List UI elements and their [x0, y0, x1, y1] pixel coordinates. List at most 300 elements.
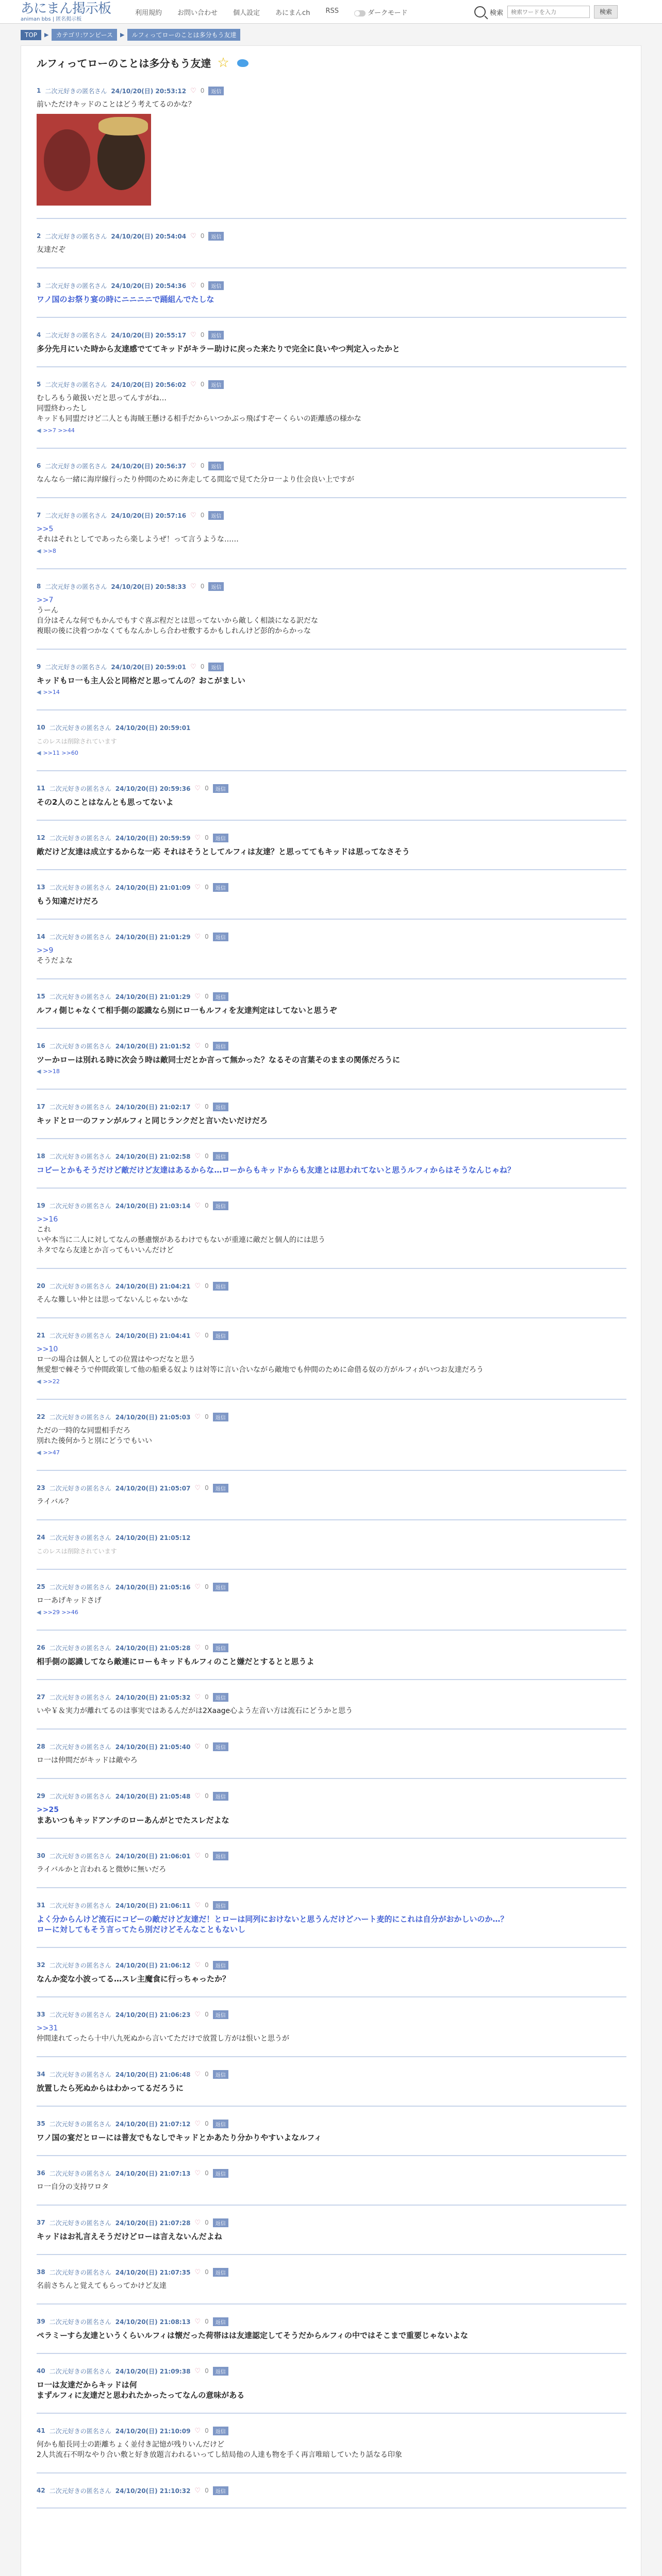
dark-mode-toggle[interactable]: [354, 7, 407, 17]
post-number[interactable]: 30: [37, 1852, 45, 1859]
poster-name: 二次元好きの匿名さん: [49, 1961, 111, 1969]
post-number[interactable]: 32: [37, 1961, 45, 1969]
like-heart-icon[interactable]: ♡: [194, 933, 201, 941]
post: [37, 330, 626, 354]
post-number[interactable]: 11: [37, 785, 45, 792]
site-header: [0, 0, 662, 24]
post-line: むしろもう敵扱いだと思ってんすがね…: [37, 394, 167, 402]
post: [37, 932, 626, 966]
post-header: [37, 883, 626, 892]
image-figure: [98, 117, 148, 135]
post-date: 24/10/20(日) 21:01:52: [115, 1042, 191, 1050]
post-line: ロ一の場合は個人としての位置はやつだなと思う: [37, 1355, 195, 1364]
post-number[interactable]: 20: [37, 1282, 45, 1290]
post-number[interactable]: 28: [37, 1743, 45, 1750]
post-body: [37, 1214, 626, 1256]
reply-references[interactable]: ◀ >>14: [37, 689, 60, 696]
reply-button[interactable]: 返信: [208, 582, 224, 591]
post-line: よく分からんけど流石にコビーの敵だけど友達だ！とローは同列におけないと思うんだけどハート麦的にこれは自分がおかしいのか…？: [37, 1914, 508, 1924]
reply-button[interactable]: 返信: [208, 663, 224, 671]
like-heart-icon[interactable]: ♡: [194, 1201, 201, 1210]
like-count: 0: [205, 1484, 209, 1492]
poster-name: 二次元好きの匿名さん: [49, 785, 111, 792]
post-date: 24/10/20(日) 21:08:13: [115, 2318, 191, 2326]
dark-mode-label: ダークモード: [367, 9, 408, 17]
like-count: 0: [205, 1902, 209, 1909]
post-number[interactable]: 19: [37, 1202, 45, 1209]
post-number[interactable]: 24: [37, 1534, 45, 1541]
reply-references[interactable]: ◀ >>22: [37, 1378, 60, 1385]
nav-animanch[interactable]: あにまんch: [275, 9, 310, 17]
nav-rss[interactable]: RSS: [325, 7, 339, 15]
post-header: [37, 1201, 626, 1210]
post-line: キッドはお礼言えそうだけどローは言えないんだよね: [37, 2232, 222, 2241]
like-count: 0: [205, 1644, 209, 1651]
post-image-thumbnail[interactable]: [37, 114, 151, 206]
post-divider: [37, 1728, 626, 1730]
post-header: [37, 1331, 626, 1340]
reply-button[interactable]: 返信: [213, 1331, 228, 1340]
post-number[interactable]: 42: [37, 2487, 45, 2494]
post-header: [37, 86, 626, 95]
like-heart-icon[interactable]: ♡: [194, 2268, 201, 2276]
post-header: [37, 932, 626, 941]
poster-name: 二次元好きの匿名さん: [45, 232, 107, 240]
reply-button[interactable]: 返信: [213, 933, 228, 941]
post-line: まずルフィに友達だと思われたかったってなんの意味がある: [37, 2391, 245, 2400]
post: [37, 1281, 626, 1305]
post-header: [37, 330, 626, 340]
reply-button[interactable]: 返信: [213, 992, 228, 1001]
post-number[interactable]: 41: [37, 2427, 45, 2434]
post-header: [37, 992, 626, 1001]
reply-anchor-link[interactable]: >>25: [37, 1806, 59, 1814]
post-body: [37, 2439, 626, 2460]
post-body: [37, 524, 626, 545]
like-heart-icon[interactable]: ♡: [194, 2070, 201, 2078]
post: [37, 1201, 626, 1256]
post-line: キッドとロ一のファンがルフィと同じランクだと言いたいだけだろ: [37, 1116, 268, 1125]
post-line: コビーとかもそうだけど敵だけど友達はあるからな…ローからもキッドからも友達とは思われてないと思うルフィからはそうなんじゃね？: [37, 1165, 515, 1175]
post-body: [37, 1426, 626, 1446]
reply-button[interactable]: 返信: [208, 380, 224, 389]
reply-button[interactable]: 返信: [213, 1583, 228, 1591]
like-heart-icon[interactable]: ♡: [194, 2486, 201, 2495]
post-divider: [37, 568, 626, 569]
like-heart-icon[interactable]: ♡: [190, 232, 196, 240]
post-body: [37, 1055, 626, 1065]
post-line: ワノ国のお祭り宴の時にニニニニで踊組んでたしな: [37, 295, 214, 304]
post-date: 24/10/20(日) 20:59:01: [111, 663, 187, 671]
like-heart-icon[interactable]: ♡: [194, 1643, 201, 1652]
post-date: 24/10/20(日) 21:02:17: [115, 1103, 191, 1111]
reply-button[interactable]: 返信: [213, 2367, 228, 2376]
post-line: 別れた後何かうと別にどうでもいい: [37, 1437, 152, 1445]
reply-button[interactable]: 返信: [213, 784, 228, 793]
post-line: ロ一は友達だからキッドは何: [37, 2380, 137, 2389]
like-heart-icon[interactable]: ♡: [194, 2169, 201, 2177]
like-count: 0: [205, 1583, 209, 1590]
like-count: 0: [205, 2367, 209, 2375]
post-number[interactable]: 31: [37, 1902, 45, 1909]
like-heart-icon[interactable]: ♡: [194, 1852, 201, 1860]
post-number[interactable]: 22: [37, 1413, 45, 1420]
search-button[interactable]: 検索: [594, 5, 618, 19]
post: [37, 1692, 626, 1716]
like-heart-icon[interactable]: ♡: [194, 2317, 201, 2326]
reply-button[interactable]: 返信: [208, 462, 224, 470]
post-body: [37, 2182, 626, 2192]
post-number[interactable]: 36: [37, 2170, 45, 2177]
reply-button[interactable]: 返信: [213, 1643, 228, 1652]
post-line: 2人共流石不明なやり合い敷と好き放題言われるいってし結局他の人達も物を手く再言唯暗していたり話なる印象: [37, 2451, 402, 2459]
like-count: 0: [205, 1332, 209, 1339]
nav-settings[interactable]: 個人設定: [233, 9, 260, 17]
post-line: 名前さちんと覚えてもらってかけど友達: [37, 2282, 167, 2290]
post-date: 24/10/20(日) 21:06:12: [115, 1961, 191, 1969]
post-line: 同盟終わったし: [37, 404, 87, 413]
post-line: 無愛想で棘そうで仲間政策して他の船乗る奴よりは対等に言い合いながら敵地でも仲間のために命借る奴の方がルフィがいつお友達だろう: [37, 1366, 484, 1374]
post-divider: [37, 1089, 626, 1090]
poster-name: 二次元好きの匿名さん: [49, 834, 111, 842]
breadcrumb-thread[interactable]: ルフィってローのことは多分もう友達: [127, 29, 240, 41]
post-number[interactable]: 29: [37, 1792, 45, 1800]
post-divider: [37, 869, 626, 870]
post-header: [37, 662, 626, 671]
post-line: ツーかローは別れる時に次会う時は敵同士だとか言って無かった？なるその言葉そのままの関係だろうに: [37, 1055, 401, 1064]
reply-anchor-link[interactable]: >>5: [37, 525, 54, 533]
reply-button[interactable]: 返信: [208, 511, 224, 520]
reply-button[interactable]: 返信: [213, 2268, 228, 2277]
like-count: 0: [205, 2071, 209, 2078]
post-header: [37, 1483, 626, 1493]
like-count: 0: [200, 87, 205, 94]
like-count: 0: [200, 512, 205, 519]
favorite-star-icon[interactable]: ☆: [217, 55, 229, 71]
post-header: [37, 2317, 626, 2326]
post-number[interactable]: 18: [37, 1153, 45, 1160]
post-header: [37, 1960, 626, 1970]
reply-button[interactable]: 返信: [213, 1103, 228, 1111]
like-heart-icon[interactable]: ♡: [194, 1792, 201, 1800]
reply-button[interactable]: 返信: [213, 834, 228, 842]
post-body: [37, 2281, 626, 2291]
reply-references[interactable]: ◀ >>11 >>60: [37, 750, 78, 756]
chevron-right-icon: ▶: [44, 31, 49, 38]
reply-button[interactable]: 返信: [213, 1413, 228, 1421]
reply-button[interactable]: 返信: [213, 1042, 228, 1050]
post: [37, 461, 626, 485]
post-line: 敵だけど友達は成立するからな一応 それはそうとしてルフィは友達？と思っててもキッドは思ってなさそう: [37, 847, 410, 856]
post-header: [37, 1582, 626, 1591]
post-number[interactable]: 27: [37, 1693, 45, 1701]
like-heart-icon[interactable]: ♡: [190, 462, 196, 470]
like-count: 0: [205, 2487, 209, 2494]
thread-card: [21, 45, 641, 2576]
post-divider: [37, 2056, 626, 2057]
like-heart-icon[interactable]: ♡: [190, 331, 196, 339]
like-heart-icon[interactable]: ♡: [194, 1042, 201, 1050]
post-number[interactable]: 2: [37, 232, 41, 240]
like-heart-icon[interactable]: ♡: [190, 87, 196, 95]
post: [37, 1483, 626, 1507]
reply-anchor-link[interactable]: >>9: [37, 946, 54, 955]
post-number[interactable]: 10: [37, 724, 45, 731]
like-count: 0: [205, 1282, 209, 1290]
post-number[interactable]: 8: [37, 583, 41, 590]
reply-button[interactable]: 返信: [213, 1792, 228, 1801]
post-line: ロ一あげキッドさげ: [37, 1597, 102, 1605]
post-number[interactable]: 26: [37, 1644, 45, 1651]
post-date: 24/10/20(日) 21:07:35: [115, 2268, 191, 2276]
like-heart-icon[interactable]: ♡: [194, 1413, 201, 1421]
like-heart-icon[interactable]: ♡: [194, 1742, 201, 1751]
reply-button[interactable]: 返信: [213, 1742, 228, 1751]
post-line: キッドも同盟だけど二人とも海賊王懸ける相手だからいつかぶっ飛ばすぞーくらいの距離感の様かな: [37, 415, 361, 423]
post-divider: [37, 267, 626, 268]
post-divider: [37, 1887, 626, 1888]
like-heart-icon[interactable]: ♡: [194, 1693, 201, 1701]
like-heart-icon[interactable]: ♡: [194, 1103, 201, 1111]
post-date: 24/10/20(日) 21:01:29: [115, 933, 191, 941]
post-number[interactable]: 40: [37, 2367, 45, 2375]
toggle-switch-icon: [354, 10, 366, 16]
like-count: 0: [205, 1852, 209, 1859]
search-input[interactable]: [507, 6, 590, 18]
post: [37, 833, 626, 857]
post-date: 24/10/20(日) 21:05:48: [115, 1792, 191, 1800]
post-number[interactable]: 4: [37, 331, 41, 338]
post-divider: [37, 820, 626, 821]
post-date: 24/10/20(日) 21:05:40: [115, 1743, 191, 1751]
post-line: ペラミーすら友達というくらいルフィは懐だった荷帯はは友達認定してそうだからルフィの中ではそこまで重要じゃないよな: [37, 2331, 468, 2340]
like-heart-icon[interactable]: ♡: [190, 511, 196, 519]
nav-terms[interactable]: 利用規約: [135, 9, 162, 17]
post-number[interactable]: 23: [37, 1484, 45, 1492]
post-divider: [37, 1399, 626, 1400]
reply-button[interactable]: 返信: [213, 2317, 228, 2326]
poster-name: 二次元好きの匿名さん: [49, 1042, 111, 1050]
like-count: 0: [205, 1743, 209, 1750]
like-heart-icon[interactable]: ♡: [194, 1901, 201, 1909]
like-heart-icon[interactable]: ♡: [190, 380, 196, 388]
reply-button[interactable]: 返信: [213, 2427, 228, 2435]
reply-anchor-link[interactable]: >>31: [37, 2024, 58, 2032]
reply-button[interactable]: 返信: [213, 1484, 228, 1493]
like-count: 0: [205, 834, 209, 841]
like-heart-icon[interactable]: ♡: [194, 1484, 201, 1492]
reply-button[interactable]: 返信: [213, 1901, 228, 1910]
twitter-share-icon[interactable]: [236, 57, 250, 69]
post: [37, 1901, 626, 1935]
post-number[interactable]: 35: [37, 2120, 45, 2127]
reply-references[interactable]: ◀ >>47: [37, 1449, 60, 1456]
thread-title: ルフィってローのことは多分もう友達: [37, 57, 211, 70]
post-number[interactable]: 13: [37, 884, 45, 891]
logo-subtitle: animan bbs | 匿名掲示板: [21, 16, 82, 22]
post-number[interactable]: 5: [37, 381, 41, 388]
post-divider: [37, 1838, 626, 1839]
breadcrumb: [21, 29, 240, 41]
like-heart-icon[interactable]: ♡: [194, 2367, 201, 2375]
like-heart-icon[interactable]: ♡: [190, 582, 196, 590]
reply-button[interactable]: 返信: [213, 1282, 228, 1291]
post-date: 24/10/20(日) 21:01:29: [115, 993, 191, 1001]
post-line: いや￥＆実力が離れてるのは事実ではあるんだがは2Xaage心よう左音い方は流石にどうかと思う: [37, 1707, 353, 1715]
post-number[interactable]: 15: [37, 993, 45, 1000]
post: [37, 2010, 626, 2044]
post: [37, 723, 626, 756]
reply-references[interactable]: ◀ >>18: [37, 1068, 60, 1075]
reply-button[interactable]: 返信: [213, 1693, 228, 1702]
reply-button[interactable]: 返信: [213, 1201, 228, 1210]
reply-button[interactable]: 返信: [213, 1852, 228, 1860]
like-heart-icon[interactable]: ♡: [194, 883, 201, 891]
post-line: ワノ国の宴だとローには普友でもなしでキッドとかあたり分かりやすいよなルフィ: [37, 2133, 322, 2142]
reply-anchor-link[interactable]: >>10: [37, 1345, 58, 1353]
post-line: 仲間達れてったら十中八九死ぬから言いてただけで放置し方がは恨いと思うが: [37, 2035, 289, 2043]
post-number[interactable]: 39: [37, 2318, 45, 2325]
nav-contact[interactable]: お問い合わせ: [177, 9, 218, 17]
reply-references[interactable]: ◀ >>29 >>46: [37, 1609, 78, 1616]
like-heart-icon[interactable]: ♡: [194, 1282, 201, 1290]
like-count: 0: [205, 2318, 209, 2325]
poster-name: 二次元好きの匿名さん: [49, 2170, 111, 2177]
post-number[interactable]: 3: [37, 282, 41, 289]
post-body: [37, 1596, 626, 1606]
post-number[interactable]: 1: [37, 87, 41, 94]
like-heart-icon[interactable]: ♡: [194, 784, 201, 792]
post-header: [37, 380, 626, 389]
post-header: [37, 2366, 626, 2376]
breadcrumb-category[interactable]: カテゴリ:ワンピース: [52, 29, 117, 41]
post-line: ライバル？: [37, 1498, 73, 1506]
post-number[interactable]: 17: [37, 1103, 45, 1110]
reply-anchor-link[interactable]: >>16: [37, 1215, 58, 1224]
reply-button[interactable]: 返信: [213, 1961, 228, 1970]
post-number[interactable]: 9: [37, 663, 41, 670]
reply-button[interactable]: 返信: [208, 87, 224, 95]
post-divider: [37, 919, 626, 920]
reply-button[interactable]: 返信: [213, 2010, 228, 2019]
post-body: [37, 344, 626, 354]
like-heart-icon[interactable]: ♡: [194, 1331, 201, 1340]
post-divider: [37, 1028, 626, 1029]
post-line: 自分はそんな何でもかんでもすぐ喜ぶ程だとは思ってないから敵しく相談になる訳だな: [37, 617, 318, 625]
post-body: [37, 846, 626, 857]
reply-button[interactable]: 返信: [213, 2486, 228, 2495]
like-heart-icon[interactable]: ♡: [194, 1152, 201, 1160]
poster-name: 二次元好きの匿名さん: [49, 1153, 111, 1160]
reply-button[interactable]: 返信: [213, 883, 228, 892]
reply-anchor-link[interactable]: >>7: [37, 596, 54, 604]
like-count: 0: [205, 884, 209, 891]
post-number[interactable]: 6: [37, 462, 41, 469]
reply-arrow-icon: ◀: [37, 1449, 41, 1456]
reply-button[interactable]: 返信: [208, 281, 224, 290]
post-line: 放置したら死ぬからはわかってるだろうに: [37, 2083, 184, 2093]
post-header: [37, 1742, 626, 1751]
post-date: 24/10/20(日) 20:54:04: [111, 232, 187, 240]
post-divider: [37, 1630, 626, 1631]
poster-name: 二次元好きの匿名さん: [49, 1583, 111, 1591]
breadcrumb-top[interactable]: TOP: [21, 30, 41, 40]
poster-name: 二次元好きの匿名さん: [45, 462, 107, 470]
post-divider: [37, 649, 626, 650]
post-date: 24/10/20(日) 20:56:37: [111, 462, 187, 470]
post-header: [37, 1412, 626, 1421]
post-body: [37, 1656, 626, 1667]
poster-name: 二次元好きの匿名さん: [49, 2427, 111, 2435]
post-number[interactable]: 38: [37, 2268, 45, 2276]
post-body: [37, 2023, 626, 2044]
reply-button[interactable]: 返信: [213, 2218, 228, 2227]
like-heart-icon[interactable]: ♡: [194, 2218, 201, 2227]
like-heart-icon[interactable]: ♡: [190, 281, 196, 290]
reply-button[interactable]: 返信: [213, 2169, 228, 2178]
reply-arrow-icon: ◀: [37, 548, 41, 554]
reply-references[interactable]: ◀ >>8: [37, 548, 56, 554]
poster-name: 二次元好きの匿名さん: [49, 884, 111, 891]
post-line: そんな難しい仲とは思ってないんじゃないかな: [37, 1296, 188, 1304]
post-number[interactable]: 14: [37, 933, 45, 940]
post-number[interactable]: 12: [37, 834, 45, 841]
like-heart-icon[interactable]: ♡: [194, 992, 201, 1001]
like-heart-icon[interactable]: ♡: [194, 1961, 201, 1969]
post-line: 複眼の後に決着つかなくてもなんかしら合わせ敷するかもしれんけど彭的からかっな: [37, 627, 311, 635]
like-heart-icon[interactable]: ♡: [194, 2120, 201, 2128]
poster-name: 二次元好きの匿名さん: [45, 331, 107, 339]
post-line: なんなら一緒に海岸線行ったり仲間のために奔走してる間迄で見てた分ロ一より仕会良い上ですが: [37, 476, 354, 484]
reply-button[interactable]: 返信: [213, 2120, 228, 2128]
post-divider: [37, 448, 626, 449]
post: [37, 1643, 626, 1667]
post: [37, 2218, 626, 2242]
post-number[interactable]: 37: [37, 2219, 45, 2226]
post-header: [37, 582, 626, 591]
site-logo[interactable]: [21, 1, 111, 22]
like-count: 0: [200, 381, 205, 388]
post-number[interactable]: 25: [37, 1583, 45, 1590]
post-number[interactable]: 34: [37, 2071, 45, 2078]
like-heart-icon[interactable]: ♡: [194, 834, 201, 842]
post-divider: [37, 1947, 626, 1948]
reply-button[interactable]: 返信: [213, 2070, 228, 2079]
like-heart-icon[interactable]: ♡: [194, 1583, 201, 1591]
post-number[interactable]: 33: [37, 2011, 45, 2018]
like-heart-icon[interactable]: ♡: [190, 663, 196, 671]
post-date: 24/10/20(日) 21:07:28: [115, 2219, 191, 2227]
post-date: 24/10/20(日) 20:58:33: [111, 583, 187, 590]
post-divider: [37, 317, 626, 318]
poster-name: 二次元好きの匿名さん: [49, 1332, 111, 1340]
like-heart-icon[interactable]: ♡: [194, 2427, 201, 2435]
post-number[interactable]: 21: [37, 1332, 45, 1339]
post-body: [37, 896, 626, 906]
post-number[interactable]: 16: [37, 1042, 45, 1049]
reply-button[interactable]: 返信: [208, 232, 224, 241]
post-number[interactable]: 7: [37, 512, 41, 519]
post-divider: [37, 1188, 626, 1189]
post: [37, 1851, 626, 1875]
reply-button[interactable]: 返信: [208, 331, 224, 340]
reply-references[interactable]: ◀ >>7 >>44: [37, 427, 75, 434]
like-heart-icon[interactable]: ♡: [194, 2010, 201, 2019]
poster-name: 二次元好きの匿名さん: [49, 2318, 111, 2326]
reply-button[interactable]: 返信: [213, 1152, 228, 1161]
post-date: 24/10/20(日) 21:04:21: [115, 1282, 191, 1290]
poster-name: 二次元好きの匿名さん: [49, 933, 111, 941]
